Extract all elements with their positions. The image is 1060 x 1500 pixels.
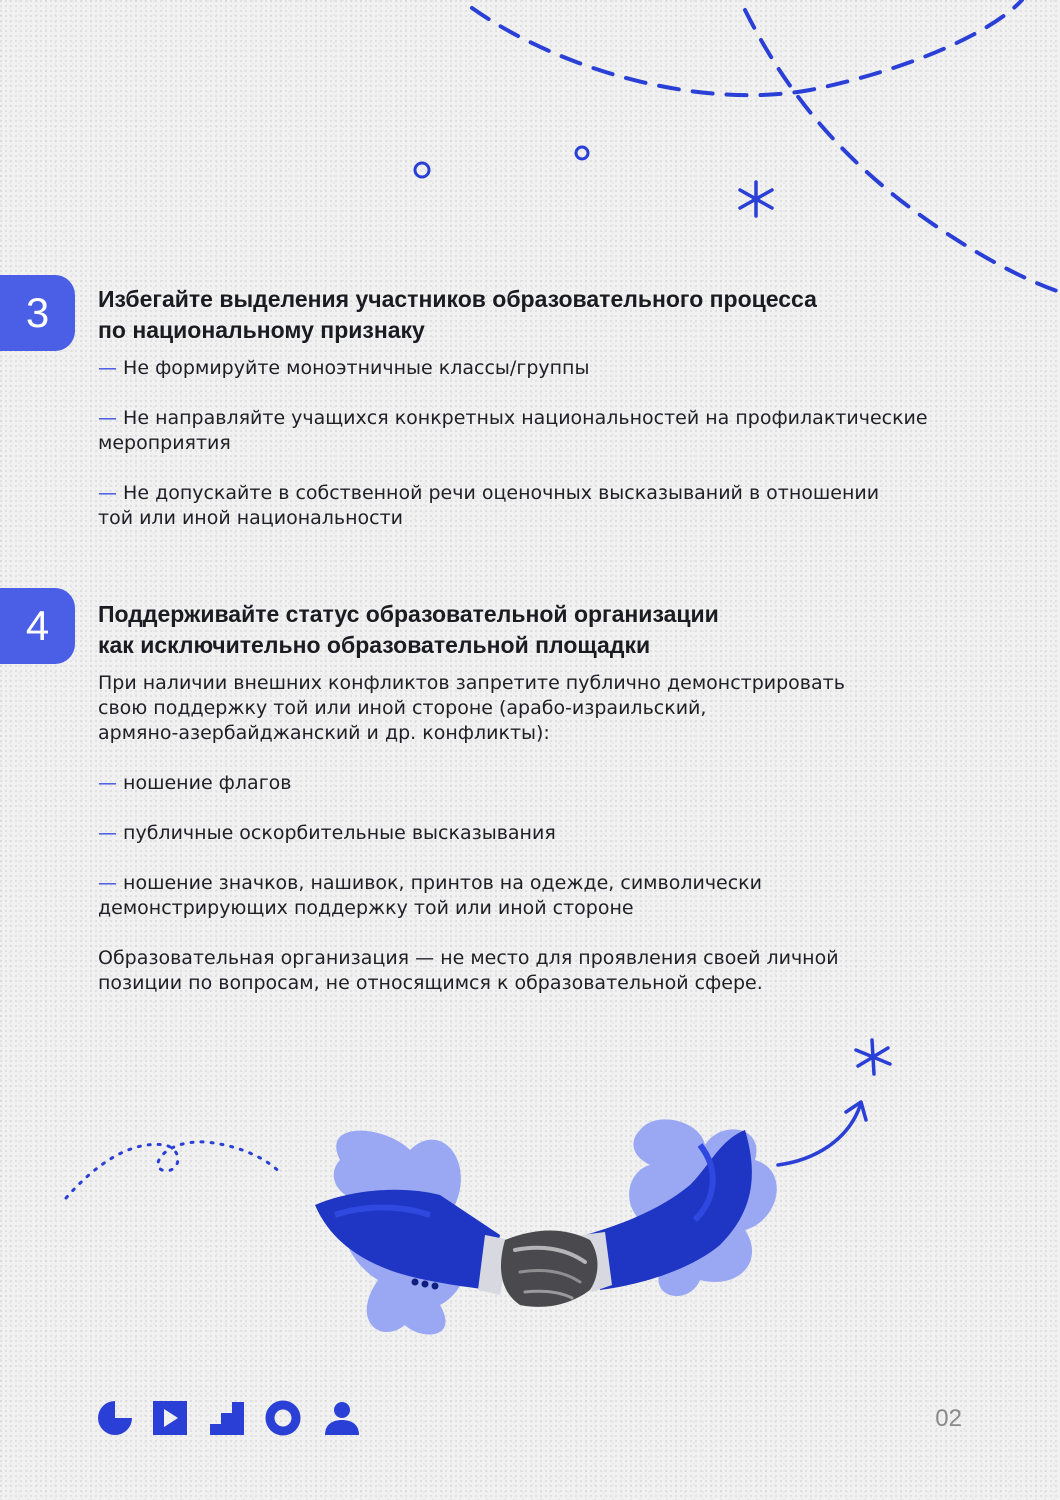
play-square-icon [153,1401,187,1435]
list-item-text: той или иной национальности [98,507,404,529]
list-item [98,356,978,381]
section-heading [98,284,958,346]
dash-marker: — [98,357,117,379]
curved-arrow-icon [778,1106,860,1165]
ring-icon [270,1405,296,1431]
conclusion-paragraph [98,946,978,996]
person-icon [325,1402,359,1435]
dotted-loop-decoration [66,1142,282,1198]
section-number-badge [0,588,75,664]
list-item-text: мероприятия [98,432,231,454]
list-item [98,771,978,796]
paragraph-line: свою поддержку той или иной стороне (арабо-израильский, [98,697,707,719]
paragraph-line: При наличии внешних конфликтов запретите публично демонстрировать [98,672,845,694]
list-item-text: ношение флагов [123,772,292,794]
intro-paragraph [98,671,978,746]
dash-marker: — [98,482,117,504]
footer-logo [98,1400,360,1436]
steps-icon [210,1402,244,1435]
list-item-text: демонстрирующих поддержку той или иной стороне [98,897,634,919]
list-item-text: Не допускайте в собственной речи оценочных высказываний в отношении [123,482,880,504]
heading-line: как исключительно образовательной площадки [98,632,651,658]
section-heading [98,599,958,661]
paragraph-line: Образовательная организация — не место для проявления своей личной [98,947,839,969]
handshake-illustration [315,1119,777,1334]
dash-marker: — [98,822,117,844]
list-item-text: публичные оскорбительные высказывания [123,822,556,844]
heading-line: Избегайте выделения участников образовательного процесса [98,286,817,312]
paragraph-line: армяно-азербайджанский и др. конфликты): [98,722,550,744]
page-number: 02 [935,1405,962,1432]
small-circle-decoration [415,163,429,177]
list-item-text: ношение значков, нашивок, принтов на одежде, символически [123,872,763,894]
heading-line: Поддерживайте статус образовательной организации [98,601,719,627]
dashed-arc-decoration [472,0,1022,95]
dashed-line-decoration [745,10,1060,292]
paragraph-line: позиции по вопросам, не относящимся к образовательной сфере. [98,972,763,994]
heading-line: по национальному признаку [98,317,425,343]
asterisk-icon [856,1040,890,1074]
section-number: 4 [25,602,50,649]
pie-shape-icon [98,1401,132,1435]
list-item-text: Не направляйте учащихся конкретных национальностей на профилактические [123,407,928,429]
section-number-badge [0,275,75,351]
small-circle-decoration [576,147,588,159]
list-item [98,821,978,846]
dash-marker: — [98,772,117,794]
list-item [98,481,978,531]
dash-marker: — [98,407,117,429]
dash-marker: — [98,872,117,894]
list-item [98,871,978,921]
asterisk-icon [740,182,772,216]
list-item [98,406,978,456]
list-item-text: Не формируйте моноэтничные классы/группы [123,357,590,379]
section-number: 3 [25,289,50,336]
